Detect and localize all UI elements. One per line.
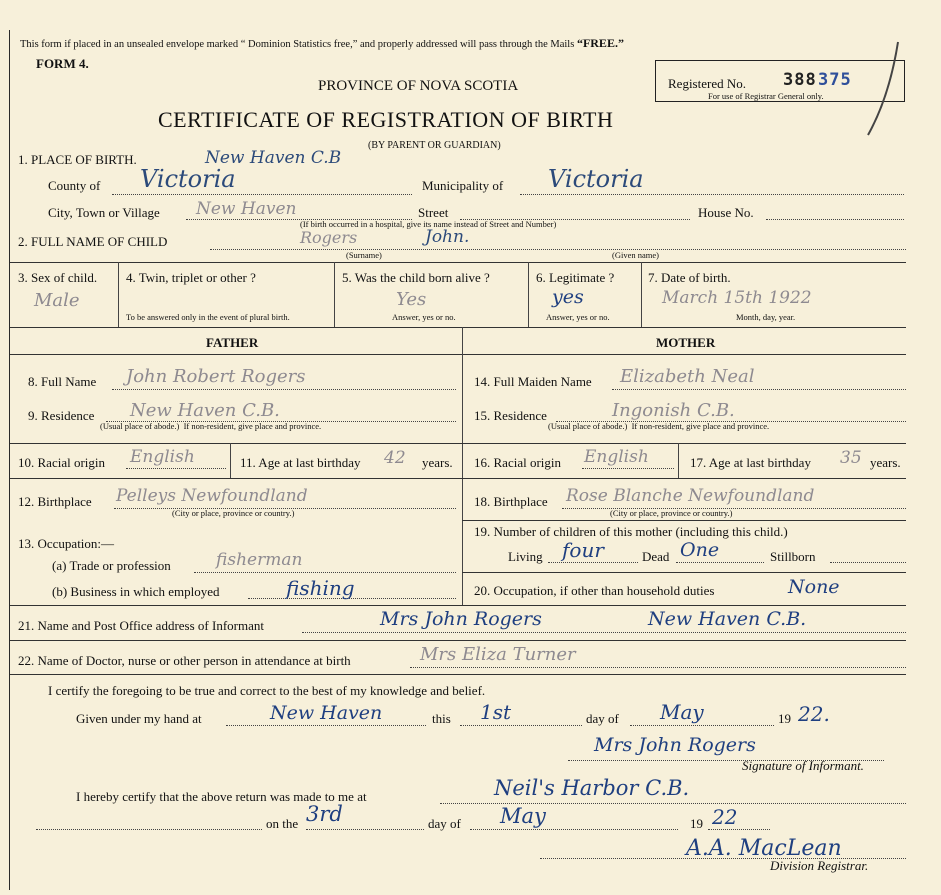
attendant-line	[410, 667, 906, 668]
divider	[10, 674, 906, 675]
given-at-value: New Haven	[270, 702, 383, 724]
informant-name-value: Mrs John Rogers	[380, 608, 542, 630]
subtitle: (BY PARENT OR GUARDIAN)	[368, 140, 501, 151]
date-of-birth-value: March 15th 1922	[662, 288, 812, 308]
dead-line	[676, 562, 764, 563]
registrar-place-value: Neil's Harbor C.B.	[494, 776, 690, 800]
page-title: CERTIFICATE OF REGISTRATION OF BIRTH	[158, 107, 614, 132]
mother-residence-value: Ingonish C.B.	[612, 400, 735, 421]
mother-occupation-label: 20. Occupation, if other than household duties	[474, 583, 715, 598]
registrar-blank-line	[36, 829, 262, 830]
father-heading: FATHER	[206, 335, 259, 350]
trade-value: fisherman	[216, 550, 303, 570]
informant-address-value: New Haven C.B.	[648, 608, 807, 630]
living-label: Living	[508, 549, 543, 564]
living-line	[548, 562, 638, 563]
mail-notice: This form if placed in an unsealed envelope marked “ Dominion Statistics free,” and properly addressed will pass through the Mails “FREE.”	[20, 36, 624, 50]
registrar-day-value: 3rd	[306, 802, 343, 826]
registration-note: For use of Registrar General only.	[708, 91, 824, 101]
mother-residence-note: (Usual place of abode.) If non-resident, give place and province.	[548, 421, 770, 431]
plural-birth-note: To be answered only in the event of plural birth.	[126, 312, 290, 322]
street-note: (If birth occurred in a hospital, give its name instead of Street and Number)	[300, 219, 557, 229]
municipality-value: Victoria	[548, 165, 644, 193]
attendant-label: 22. Name of Doctor, nurse or other person in attendance at birth	[18, 653, 351, 668]
given-month-value: May	[660, 700, 704, 724]
father-racial-origin-label: 10. Racial origin	[18, 455, 106, 470]
divider	[334, 262, 335, 327]
registered-number-old: 388	[783, 70, 817, 90]
father-age-value: 42	[384, 448, 406, 468]
father-racial-origin-value: English	[130, 447, 195, 467]
mother-name-label: 14. Full Maiden Name	[474, 374, 592, 389]
mother-occupation-value: None	[788, 576, 840, 598]
divider	[462, 572, 906, 573]
county-value: Victoria	[140, 165, 236, 193]
place-of-birth-value: New Haven C.B	[205, 148, 342, 168]
given-day-value: 1st	[480, 700, 512, 724]
mother-name-value: Elizabeth Neal	[620, 366, 755, 387]
divider	[462, 520, 906, 521]
legitimate-value: yes	[552, 286, 584, 308]
plural-birth-label: 4. Twin, triplet or other ?	[126, 270, 256, 285]
father-birthplace-value: Pelleys Newfoundland	[116, 486, 308, 506]
house-number-label: House No.	[698, 205, 754, 220]
mother-name-line	[612, 389, 906, 390]
county-label: County of	[48, 178, 101, 193]
father-residence-label: 9. Residence	[28, 408, 95, 423]
given-year-value: 22.	[798, 702, 830, 726]
divider	[10, 262, 906, 263]
house-number-line	[766, 219, 904, 220]
father-age-label: 11. Age at last birthday	[240, 455, 361, 470]
given-day-line	[460, 725, 582, 726]
sex-value: Male	[34, 290, 80, 311]
year-prefix: 19	[778, 711, 791, 726]
given-month-line	[630, 725, 774, 726]
divider	[10, 605, 906, 606]
trade-line	[194, 572, 456, 573]
business-label: (b) Business in which employed	[52, 584, 220, 599]
date-of-birth-label: 7. Date of birth.	[648, 270, 731, 285]
surname-caption: (Surname)	[346, 250, 382, 260]
municipality-label: Municipality of	[422, 178, 504, 193]
registrar-month-value: May	[500, 804, 546, 828]
attendant-value: Mrs Eliza Turner	[420, 644, 576, 665]
given-name-caption: (Given name)	[612, 250, 659, 260]
mother-racial-origin-value: English	[584, 447, 649, 467]
form-number: FORM 4.	[36, 56, 89, 71]
city-value: New Haven	[196, 199, 297, 219]
mother-racial-origin-line	[582, 468, 674, 469]
divider	[118, 262, 119, 327]
divider	[528, 262, 529, 327]
divider	[10, 327, 906, 328]
mother-age-unit: years.	[870, 455, 901, 470]
divider	[641, 262, 642, 327]
registrar-month-line	[470, 829, 678, 830]
county-line	[112, 194, 412, 195]
mother-birthplace-value: Rose Blanche Newfoundland	[566, 486, 815, 506]
business-value: fishing	[286, 576, 355, 600]
municipality-line	[520, 194, 904, 195]
born-alive-note: Answer, yes or no.	[392, 312, 456, 322]
registrar-year-line	[708, 829, 770, 830]
divider	[10, 443, 906, 444]
registrar-year-value: 22	[712, 805, 738, 829]
city-label: City, Town or Village	[48, 205, 160, 220]
registered-number: 375	[818, 70, 852, 90]
informant-line	[302, 632, 906, 633]
mother-birthplace-note: (City or place, province or country.)	[610, 508, 733, 518]
father-birthplace-note: (City or place, province or country.)	[172, 508, 295, 518]
province-heading: PROVINCE OF NOVA SCOTIA	[318, 78, 519, 94]
legitimate-note: Answer, yes or no.	[546, 312, 610, 322]
certification-statement: I certify the foregoing to be true and correct to the best of my knowledge and belief.	[48, 683, 486, 698]
divider	[10, 354, 906, 355]
registrar-day-line	[306, 829, 424, 830]
informant-signature-caption: Signature of Informant.	[742, 758, 864, 773]
mother-heading: MOTHER	[656, 335, 716, 350]
children-count-label: 19. Number of children of this mother (including this child.)	[474, 524, 788, 539]
father-residence-note: (Usual place of abode.) If non-resident, give place and province.	[100, 421, 322, 431]
father-name-line	[112, 389, 456, 390]
father-age-unit: years.	[422, 455, 453, 470]
divider	[10, 640, 906, 641]
legitimate-label: 6. Legitimate ?	[536, 270, 615, 285]
sex-label: 3. Sex of child.	[18, 270, 98, 285]
child-given-name-value: John.	[425, 227, 470, 247]
occupation-label: 13. Occupation:—	[18, 536, 115, 551]
on-the-label: on the	[266, 816, 299, 831]
mother-racial-origin-label: 16. Racial origin	[474, 455, 562, 470]
registrar-signature: A.A. MacLean	[686, 836, 842, 861]
divider	[462, 327, 463, 605]
father-birthplace-label: 12. Birthplace	[18, 494, 92, 509]
dead-label: Dead	[642, 549, 670, 564]
child-surname-value: Rogers	[300, 228, 358, 247]
father-racial-origin-line	[126, 468, 226, 469]
this-label: this	[432, 711, 451, 726]
born-alive-label: 5. Was the child born alive ?	[342, 270, 490, 285]
day-of-label: day of	[586, 711, 619, 726]
trade-label: (a) Trade or profession	[52, 558, 171, 573]
divider	[678, 443, 679, 478]
born-alive-value: Yes	[396, 289, 427, 310]
father-residence-value: New Haven C.B.	[130, 400, 280, 421]
child-name-line	[210, 249, 906, 250]
given-at-label: Given under my hand at	[76, 711, 202, 726]
informant-label: 21. Name and Post Office address of Informant	[18, 618, 264, 633]
date-of-birth-note: Month, day, year.	[736, 312, 796, 322]
mother-residence-label: 15. Residence	[474, 408, 547, 423]
registrar-signature-caption: Division Registrar.	[770, 858, 869, 873]
given-at-line	[226, 725, 426, 726]
child-name-label: 2. FULL NAME OF CHILD	[18, 234, 168, 249]
father-name-value: John Robert Rogers	[126, 366, 306, 387]
living-value: four	[562, 538, 604, 562]
father-name-label: 8. Full Name	[28, 374, 97, 389]
divider	[230, 443, 231, 478]
registered-label: Registered No.	[668, 76, 746, 91]
registrar-day-of-label: day of	[428, 816, 461, 831]
dead-value: One	[680, 539, 720, 561]
place-of-birth-label: 1. PLACE OF BIRTH.	[18, 152, 137, 167]
stillborn-label: Stillborn	[770, 549, 816, 564]
page-edge	[9, 30, 10, 890]
divider	[10, 478, 906, 479]
mother-age-value: 35	[840, 448, 862, 468]
street-label: Street	[418, 205, 449, 220]
mother-age-label: 17. Age at last birthday	[690, 455, 811, 470]
registrar-year-prefix: 19	[690, 816, 703, 831]
stillborn-line	[830, 562, 906, 563]
informant-signature: Mrs John Rogers	[594, 734, 756, 756]
mother-birthplace-label: 18. Birthplace	[474, 494, 548, 509]
registrar-statement: I hereby certify that the above return was made to me at	[76, 789, 367, 804]
registrar-tick-mark	[862, 40, 902, 140]
